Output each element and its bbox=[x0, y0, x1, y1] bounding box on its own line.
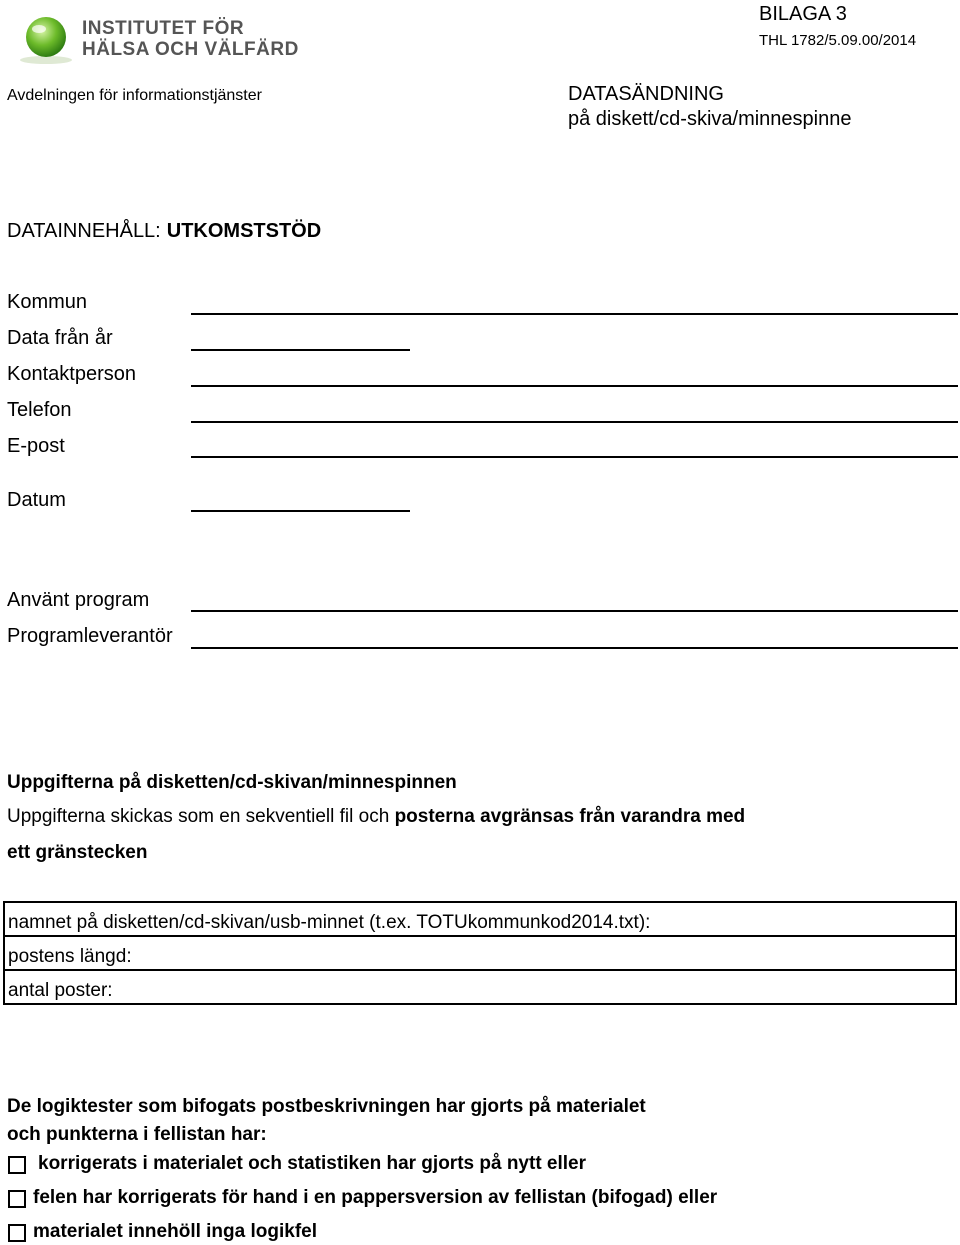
logo-line-2: HÄLSA OCH VÄLFÄRD bbox=[82, 39, 299, 60]
field-label-telefon: Telefon bbox=[7, 399, 72, 421]
checkbox-corrected-in-material[interactable] bbox=[8, 1156, 26, 1174]
logo-drop-icon bbox=[16, 10, 76, 66]
field-line-datum[interactable] bbox=[191, 510, 410, 512]
checkbox-corrected-by-hand[interactable] bbox=[8, 1190, 26, 1208]
logic-intro-line-1: De logiktester som bifogats postbeskrivningen har gjorts på materialet bbox=[7, 1096, 646, 1117]
field-line-kontaktperson[interactable] bbox=[191, 385, 958, 387]
data-content-label: DATAINNEHÅLL: bbox=[7, 220, 161, 242]
data-content-value: UTKOMSTSTÖD bbox=[166, 220, 322, 242]
file-info-table bbox=[3, 901, 957, 1005]
field-label-anvant-program: Använt program bbox=[7, 589, 150, 611]
field-line-data-fran-ar[interactable] bbox=[191, 349, 410, 351]
option-label-no-logic-errors: materialet innehöll inga logikfel bbox=[33, 1221, 317, 1242]
department-name: Avdelningen för informationstjänster bbox=[7, 87, 262, 104]
table-row-filename[interactable]: namnet på disketten/cd-skivan/usb-minnet (t.ex. TOTUkommunkod2014.txt): bbox=[5, 903, 955, 937]
field-label-kontaktperson: Kontaktperson bbox=[7, 363, 136, 385]
document-title: DATASÄNDNING bbox=[568, 83, 724, 105]
data-content bbox=[7, 220, 321, 243]
field-label-programleverantor: Programleverantör bbox=[7, 625, 173, 647]
checkbox-no-logic-errors[interactable] bbox=[8, 1224, 26, 1242]
thl-logo bbox=[16, 10, 326, 66]
table-row-record-count[interactable]: antal poster: bbox=[8, 980, 113, 1001]
field-label-data-fran-ar: Data från år bbox=[7, 327, 113, 349]
field-label-epost: E-post bbox=[7, 435, 65, 457]
field-label-kommun: Kommun bbox=[7, 291, 88, 313]
logo-line-1: INSTITUTET FÖR bbox=[82, 18, 245, 39]
table-row-record-length[interactable]: postens längd: bbox=[5, 937, 955, 971]
field-line-epost[interactable] bbox=[191, 456, 958, 458]
logic-intro-line-2: och punkterna i fellistan har: bbox=[7, 1124, 267, 1145]
section-heading: Uppgifterna på disketten/cd-skivan/minnespinnen bbox=[7, 772, 457, 793]
field-line-programleverantor[interactable] bbox=[191, 647, 958, 649]
logo-text bbox=[82, 18, 299, 60]
section-text-bold: posterna avgränsas från varandra med bbox=[394, 806, 746, 827]
appendix-label: BILAGA 3 bbox=[759, 3, 847, 25]
document-subtitle: på diskett/cd-skiva/minnespinne bbox=[568, 108, 852, 130]
field-line-anvant-program[interactable] bbox=[191, 610, 958, 612]
field-line-kommun[interactable] bbox=[191, 313, 958, 315]
reference-number: THL 1782/5.09.00/2014 bbox=[759, 32, 917, 49]
option-label-corrected-in-material: korrigerats i materialet och statistiken har gjorts på nytt eller bbox=[38, 1153, 587, 1174]
option-label-corrected-by-hand: felen har korrigerats för hand i en pappersversion av fellistan (bifogad) eller bbox=[33, 1187, 718, 1208]
field-line-telefon[interactable] bbox=[191, 421, 958, 423]
field-label-datum: Datum bbox=[7, 489, 66, 511]
section-text-line-1 bbox=[7, 806, 745, 828]
section-text-normal: Uppgifterna skickas som en sekventiell fil och bbox=[7, 806, 395, 827]
section-text-line-2: ett gränstecken bbox=[7, 842, 148, 863]
